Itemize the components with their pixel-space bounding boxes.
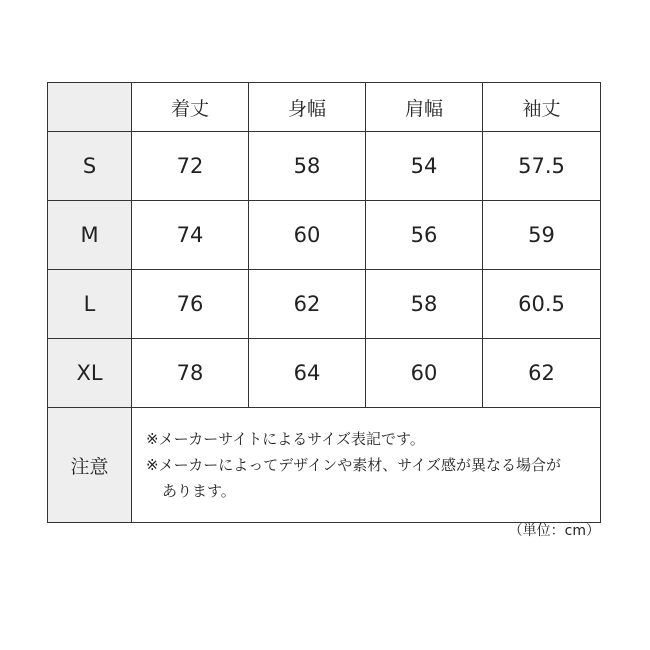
header-length: 着丈 [132, 83, 249, 132]
table-cell: 62 [483, 339, 601, 408]
note-line: ※メーカーによってデザインや素材、サイズ感が異なる場合が [146, 456, 562, 474]
unit-label: （単位：cm） [508, 523, 600, 539]
size-chart-table [47, 82, 601, 523]
table-cell: 78 [132, 339, 249, 408]
header-row [48, 83, 601, 132]
notes-body [132, 408, 601, 523]
notes-label: 注意 [48, 408, 132, 523]
table-cell: 74 [132, 201, 249, 270]
table-cell: 56 [366, 201, 483, 270]
notes-row [48, 408, 601, 523]
table-cell: 72 [132, 132, 249, 201]
note-line: ※メーカーサイトによるサイズ表記です。 [146, 430, 425, 448]
table-cell: 76 [132, 270, 249, 339]
table-cell: 64 [249, 339, 366, 408]
table-cell: 60 [249, 201, 366, 270]
size-label: XL [48, 339, 132, 408]
size-label: L [48, 270, 132, 339]
table-cell: 62 [249, 270, 366, 339]
size-label: M [48, 201, 132, 270]
size-label: S [48, 132, 132, 201]
header-sleeve-length: 袖丈 [483, 83, 601, 132]
header-body-width: 身幅 [249, 83, 366, 132]
table-cell: 60.5 [483, 270, 601, 339]
table-row [48, 132, 601, 201]
header-shoulder-width: 肩幅 [366, 83, 483, 132]
table-cell: 54 [366, 132, 483, 201]
table-row [48, 339, 601, 408]
table-cell: 59 [483, 201, 601, 270]
table-cell: 57.5 [483, 132, 601, 201]
table-cell: 58 [249, 132, 366, 201]
table-row [48, 270, 601, 339]
table-cell: 60 [366, 339, 483, 408]
note-line: あります。 [162, 482, 236, 500]
corner-cell [48, 83, 132, 132]
table-cell: 58 [366, 270, 483, 339]
table-row [48, 201, 601, 270]
